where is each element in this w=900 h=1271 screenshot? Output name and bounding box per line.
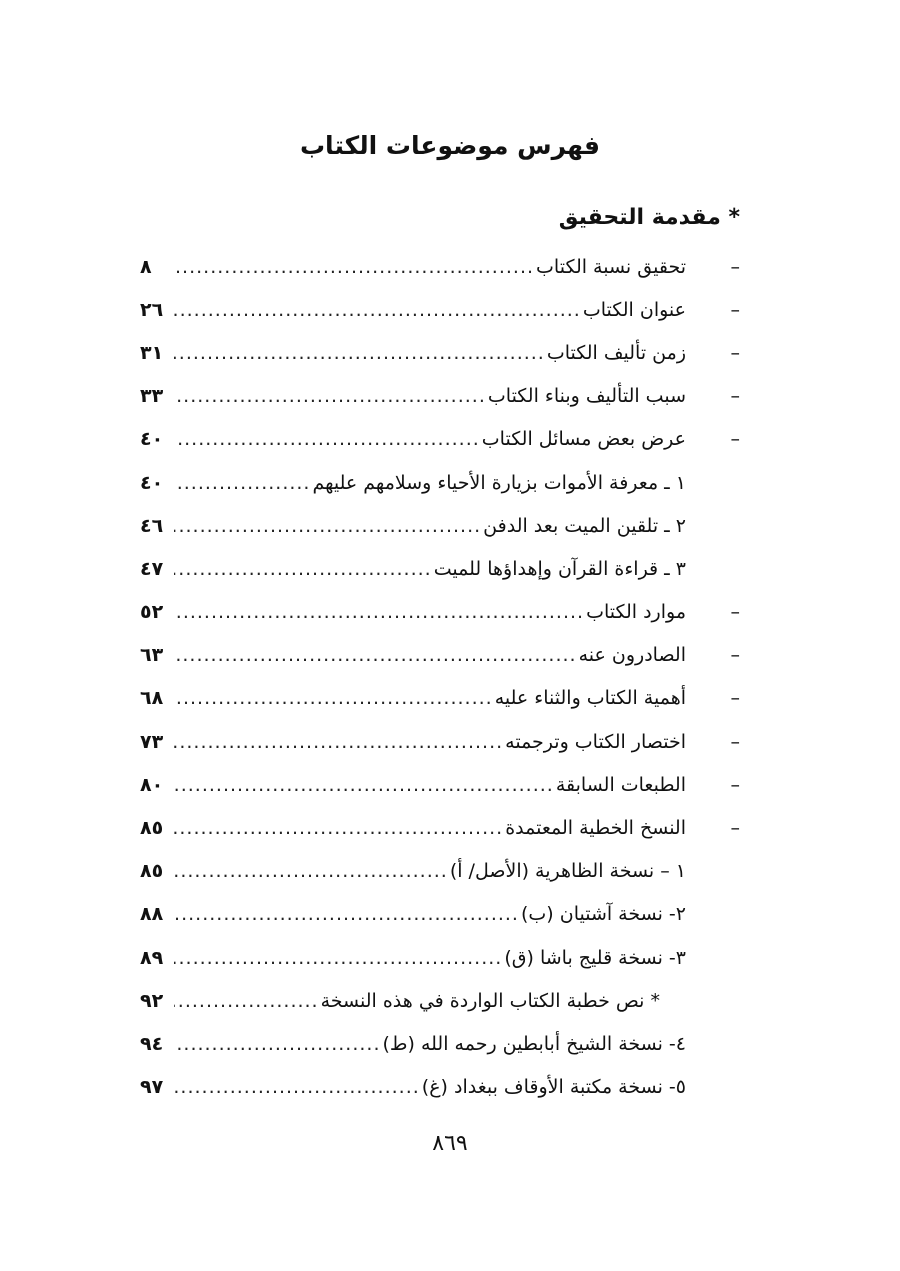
toc-entry-page-number: ٩٧ xyxy=(140,1076,164,1099)
toc-entry-title: موارد الكتاب xyxy=(586,601,686,624)
toc-entry-marker: – xyxy=(730,298,740,321)
toc-entry xyxy=(140,806,740,849)
toc-entry-title: اختصار الكتاب وترجمته xyxy=(505,730,686,753)
page-number: ٨٦٩ xyxy=(432,1131,468,1156)
toc-dot-leader xyxy=(174,770,556,800)
toc-entry-page-number: ٩٢ xyxy=(140,989,164,1012)
toc-entry-marker: – xyxy=(730,341,740,364)
toc-dot-leader xyxy=(174,727,505,757)
toc-entry xyxy=(140,634,740,677)
toc-entry-marker: – xyxy=(730,644,740,667)
toc-entry-page-number: ٨٠ xyxy=(140,773,164,796)
toc-entry xyxy=(140,591,740,634)
toc-entry-title: النسخ الخطية المعتمدة xyxy=(505,817,686,840)
toc-entry-page-number: ٦٣ xyxy=(140,644,164,667)
toc-entry-page-number: ٤٦ xyxy=(140,514,164,537)
toc-entry-title: سبب التأليف وبناء الكتاب xyxy=(487,385,686,408)
toc-entry-title: زمن تأليف الكتاب xyxy=(546,341,686,364)
toc-entry xyxy=(140,504,740,547)
toc-dot-leader xyxy=(174,381,488,411)
toc-entry-title: أهمية الكتاب والثناء عليه xyxy=(494,687,686,710)
toc-dot-leader xyxy=(174,295,583,325)
toc-dot-leader xyxy=(174,554,434,584)
toc-entry xyxy=(140,547,740,590)
toc-entry-title: ٥- نسخة مكتبة الأوقاف ببغداد (غ) xyxy=(421,1076,686,1099)
toc-entry-marker: – xyxy=(730,730,740,753)
toc-entry-marker: – xyxy=(730,687,740,710)
toc-entry xyxy=(140,893,740,936)
toc-dot-leader xyxy=(174,943,504,973)
toc-dot-leader xyxy=(174,468,312,498)
toc-entry-page-number: ٤٧ xyxy=(140,557,164,580)
toc-dot-leader xyxy=(174,1029,383,1059)
toc-entry-page-number: ٣٣ xyxy=(140,385,164,408)
toc-entry-title: ١ ـ معرفة الأموات بزيارة الأحياء وسلامهم عليهم xyxy=(312,471,686,494)
toc-dot-leader xyxy=(174,511,483,541)
table-of-contents xyxy=(140,245,740,1109)
toc-dot-leader xyxy=(174,597,586,627)
toc-dot-leader xyxy=(174,252,536,282)
toc-dot-leader xyxy=(174,856,450,886)
toc-entry-page-number: ٨٥ xyxy=(140,860,164,883)
toc-entry-title: ٢- نسخة آشتيان (ب) xyxy=(520,903,686,926)
toc-dot-leader xyxy=(174,640,579,670)
toc-entry-page-number: ٤٠ xyxy=(140,428,164,451)
toc-dot-leader xyxy=(174,813,505,843)
toc-entry xyxy=(140,936,740,979)
toc-entry-page-number: ٢٦ xyxy=(140,298,164,321)
page-title: فهرس موضوعات الكتاب xyxy=(299,131,601,160)
toc-entry xyxy=(140,1066,740,1109)
toc-entry-marker: – xyxy=(730,601,740,624)
toc-entry xyxy=(140,720,740,763)
toc-entry-marker: – xyxy=(730,773,740,796)
section-heading: * مقدمة التحقيق xyxy=(558,205,740,230)
toc-entry-page-number: ٣١ xyxy=(140,341,164,364)
toc-entry xyxy=(140,677,740,720)
toc-entry-page-number: ٨٥ xyxy=(140,817,164,840)
toc-entry-page-number: ٧٣ xyxy=(140,730,164,753)
toc-entry-marker: – xyxy=(730,385,740,408)
toc-entry-page-number: ٩٤ xyxy=(140,1032,164,1055)
toc-entry xyxy=(140,850,740,893)
toc-entry xyxy=(140,288,740,331)
toc-entry-marker: – xyxy=(730,255,740,278)
toc-entry-title: ١ – نسخة الظاهرية (الأصل/ أ) xyxy=(449,860,686,883)
toc-entry-page-number: ٥٢ xyxy=(140,601,164,624)
toc-entry-title: عنوان الكتاب xyxy=(582,298,686,321)
toc-dot-leader xyxy=(174,986,321,1016)
toc-entry-title: * نص خطبة الكتاب الواردة في هذه النسخة xyxy=(320,989,660,1012)
toc-entry xyxy=(140,461,740,504)
toc-dot-leader xyxy=(174,424,482,454)
toc-entry-page-number: ٨٩ xyxy=(140,946,164,969)
toc-entry xyxy=(140,375,740,418)
toc-entry xyxy=(140,979,740,1022)
toc-entry-title: ٣ ـ قراءة القرآن وإهداؤها للميت xyxy=(433,557,686,580)
toc-entry-page-number: ٨٨ xyxy=(140,903,164,926)
toc-entry-marker: – xyxy=(730,428,740,451)
toc-entry-title: الصادرون عنه xyxy=(578,644,686,667)
toc-dot-leader xyxy=(174,1072,422,1102)
toc-entry-page-number: ٦٨ xyxy=(140,687,164,710)
toc-entry-page-number: ٤٠ xyxy=(140,471,164,494)
toc-entry-title: تحقيق نسبة الكتاب xyxy=(536,255,686,278)
toc-dot-leader xyxy=(174,338,547,368)
toc-entry xyxy=(140,763,740,806)
toc-entry-marker: – xyxy=(730,817,740,840)
toc-dot-leader xyxy=(174,683,495,713)
toc-entry-title: عرض بعض مسائل الكتاب xyxy=(481,428,686,451)
toc-entry-title: ٤- نسخة الشيخ أبابطين رحمه الله (ط) xyxy=(382,1032,686,1055)
toc-entry-title: ٢ ـ تلقين الميت بعد الدفن xyxy=(483,514,686,537)
toc-entry-page-number: ٨ xyxy=(140,255,152,278)
toc-entry xyxy=(140,1022,740,1065)
toc-entry xyxy=(140,331,740,374)
toc-entry-title: الطبعات السابقة xyxy=(555,773,686,796)
toc-entry xyxy=(140,245,740,288)
toc-entry xyxy=(140,418,740,461)
toc-dot-leader xyxy=(174,899,521,929)
toc-entry-title: ٣- نسخة قليج باشا (ق) xyxy=(504,946,686,969)
